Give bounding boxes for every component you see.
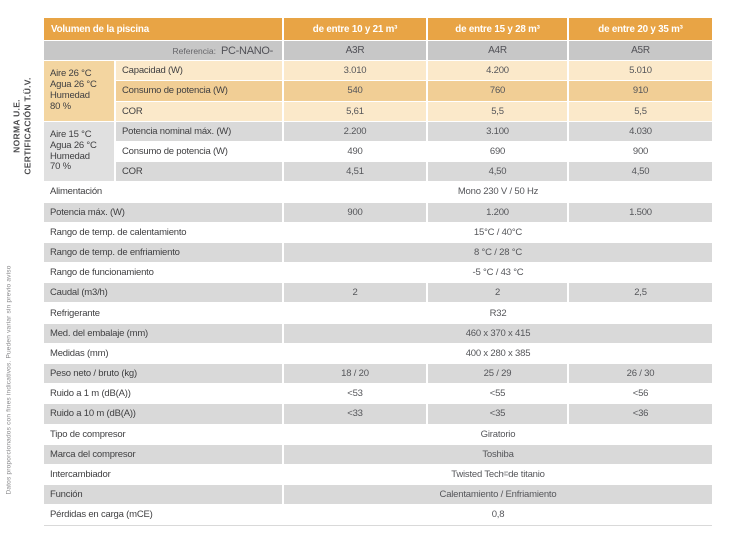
value-cell: 5,5 <box>428 102 567 121</box>
row-label: Función <box>44 485 282 504</box>
value-cell: <55 <box>428 384 567 403</box>
condition-line: Agua 26 °C <box>50 79 97 91</box>
value-span-cell: Twisted Tech © de titanio <box>284 465 712 484</box>
value-cell: <35 <box>428 404 567 423</box>
row-label: Consumo de potencia (W) <box>116 142 282 161</box>
value-cell: 690 <box>428 142 567 161</box>
value-cell: 4,51 <box>284 162 426 181</box>
reference-prefix: PC-NANO- <box>221 44 273 57</box>
value-cell: <56 <box>569 384 712 403</box>
condition-line: Humedad <box>50 150 90 162</box>
value-cell: 540 <box>284 81 426 100</box>
certification-tuv-label: CERTIFICACIÓN T.Ü.V. <box>23 77 33 175</box>
row-label: Refrigerante <box>44 303 282 322</box>
model-name: A5R <box>569 41 712 60</box>
row-label: Consumo de potencia (W) <box>116 81 282 100</box>
column-header: de entre 10 y 21 m³ <box>284 18 426 40</box>
value-span-cell: -5 °C / 43 °C <box>284 263 712 282</box>
value-cell: 4.030 <box>569 122 712 141</box>
condition-line: 80 % <box>50 100 71 112</box>
norma-ue-label: NORMA U.E. <box>11 99 22 153</box>
value-span-cell: 460 x 370 x 415 <box>284 324 712 343</box>
value-cell: 3.100 <box>428 122 567 141</box>
row-label: Rango de temp. de calentamiento <box>44 223 282 242</box>
certification-note <box>12 77 35 174</box>
disclaimer-note: Datos proporcionados con fines indicativos. Pueden variar sin previo aviso <box>5 265 13 495</box>
row-label: Alimentación <box>44 182 282 201</box>
value-span-cell: 400 x 280 x 385 <box>284 344 712 363</box>
row-label: Potencia máx. (W) <box>44 203 282 222</box>
condition-line: Agua 26 °C <box>50 139 97 151</box>
value-cell: 910 <box>569 81 712 100</box>
value-cell: <33 <box>284 404 426 423</box>
condition-group-label <box>44 122 114 182</box>
value-span-cell: 8 °C / 28 °C <box>284 243 712 262</box>
value-cell: 25 / 29 <box>428 364 567 383</box>
value-span-cell: Toshiba <box>284 445 712 464</box>
value-cell: 900 <box>284 203 426 222</box>
row-label: COR <box>116 162 282 181</box>
row-label: Medidas (mm) <box>44 344 282 363</box>
value-cell: 760 <box>428 81 567 100</box>
value-cell: 4,50 <box>428 162 567 181</box>
reference-cell <box>44 41 282 60</box>
value-cell: 1.200 <box>428 203 567 222</box>
value-span-cell: 0,8 <box>284 505 712 524</box>
model-name: A3R <box>284 41 426 60</box>
value-cell: 900 <box>569 142 712 161</box>
spec-table <box>44 18 712 526</box>
value-cell: 2,5 <box>569 283 712 302</box>
row-label: Intercambiador <box>44 465 282 484</box>
row-label: Capacidad (W) <box>116 61 282 80</box>
row-label: Caudal (m3/h) <box>44 283 282 302</box>
value-span-cell: R32 <box>284 303 712 322</box>
value-cell: 2 <box>284 283 426 302</box>
condition-line: Humedad <box>50 89 90 101</box>
value-cell: 4.200 <box>428 61 567 80</box>
value-cell: 5.010 <box>569 61 712 80</box>
row-label: Med. del embalaje (mm) <box>44 324 282 343</box>
row-label: Peso neto / bruto (kg) <box>44 364 282 383</box>
condition-group-label <box>44 61 114 121</box>
row-label: Ruido a 10 m (dB(A)) <box>44 404 282 423</box>
condition-line: Aire 26 °C <box>50 68 92 80</box>
row-label: Rango de temp. de enfriamiento <box>44 243 282 262</box>
value-span-cell: Giratorio <box>284 425 712 444</box>
row-label: Ruido a 1 m (dB(A)) <box>44 384 282 403</box>
row-label: Rango de funcionamiento <box>44 263 282 282</box>
model-name: A4R <box>428 41 567 60</box>
value-cell: <36 <box>569 404 712 423</box>
value-span-cell: Mono 230 V / 50 Hz <box>284 182 712 201</box>
column-header: de entre 15 y 28 m³ <box>428 18 567 40</box>
column-header: de entre 20 y 35 m³ <box>569 18 712 40</box>
condition-line: 70 % <box>50 161 71 173</box>
value-cell: 26 / 30 <box>569 364 712 383</box>
reference-label: Referencia: <box>172 45 216 56</box>
table-title: Volumen de la piscina <box>44 18 282 40</box>
row-label: Tipo de compresor <box>44 425 282 444</box>
value-cell: 4,50 <box>569 162 712 181</box>
value-cell: 18 / 20 <box>284 364 426 383</box>
value-span-cell: 15°C / 40°C <box>284 223 712 242</box>
row-label: COR <box>116 102 282 121</box>
value-cell: <53 <box>284 384 426 403</box>
value-cell: 1.500 <box>569 203 712 222</box>
value-cell: 5,61 <box>284 102 426 121</box>
value-cell: 5,5 <box>569 102 712 121</box>
value-span-cell: Calentamiento / Enfriamiento <box>284 485 712 504</box>
row-label: Pérdidas en carga (mCE) <box>44 505 282 524</box>
row-label: Potencia nominal máx. (W) <box>116 122 282 141</box>
value-cell: 2.200 <box>284 122 426 141</box>
condition-line: Aire 15 °C <box>50 128 92 140</box>
value-cell: 490 <box>284 142 426 161</box>
value-cell: 3.010 <box>284 61 426 80</box>
value-cell: 2 <box>428 283 567 302</box>
row-label: Marca del compresor <box>44 445 282 464</box>
